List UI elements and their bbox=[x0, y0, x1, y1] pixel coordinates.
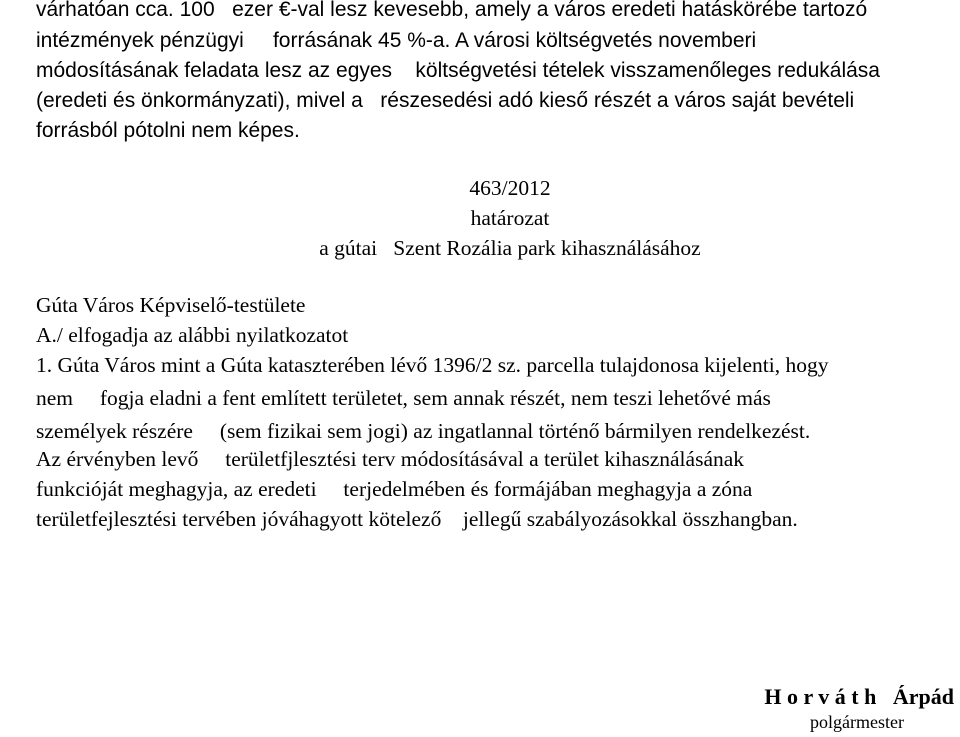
body-line-6: területfejlesztési tervében jóváhagyott kötelező jellegű szabályozásokkal összhangban. bbox=[36, 507, 798, 531]
body-line-2: nem fogja eladni a fent említett területet, sem annak részét, nem teszi lehetővé más bbox=[36, 386, 771, 410]
intro-line-2: intézmények pénzügyi forrásának 45 %-a. A városi költségvetés novemberi bbox=[36, 29, 757, 52]
body-line-4: Az érvényben levő területfjlesztési terv módosításával a terület kihasználásának bbox=[36, 447, 745, 471]
signatory-name: H o r v á t h Árpád bbox=[764, 684, 954, 709]
intro-line-5: forrásból pótolni nem képes. bbox=[36, 119, 300, 142]
body-line-5: funkcióját meghagyja, az eredeti terjedelmében és formájában meghagyja a zóna bbox=[36, 477, 753, 501]
resolution-number: 463/2012 bbox=[469, 176, 551, 200]
resolution-type: határozat bbox=[470, 206, 550, 230]
body-line-3: személyek részére (sem fizikai sem jogi) az ingatlannal történő bármilyen rendelkezést. bbox=[36, 419, 811, 443]
clause-a: A./ elfogadja az alábbi nyilatkozatot bbox=[36, 323, 349, 347]
issuer: Gúta Város Képviselő-testülete bbox=[36, 293, 306, 317]
intro-line-3: módosításának feladata lesz az egyes költségvetési tételek visszamenőleges redukálása bbox=[36, 59, 880, 82]
signatory-title: polgármester bbox=[810, 712, 904, 732]
resolution-subject: a gútai Szent Rozália park kihasználásához bbox=[319, 236, 701, 260]
body-line-1: 1. Gúta Város mint a Gúta kataszterében lévő 1396/2 sz. parcella tulajdonosa kijelenti, hogy bbox=[36, 353, 829, 377]
intro-line-1: várhatóan cca. 100 ezer €-val lesz kevesebb, amely a város eredeti hatáskörébe tartozó bbox=[36, 0, 868, 21]
intro-line-4: (eredeti és önkormányzati), mivel a részesedési adó kieső részét a város saját bevételi bbox=[36, 89, 855, 112]
